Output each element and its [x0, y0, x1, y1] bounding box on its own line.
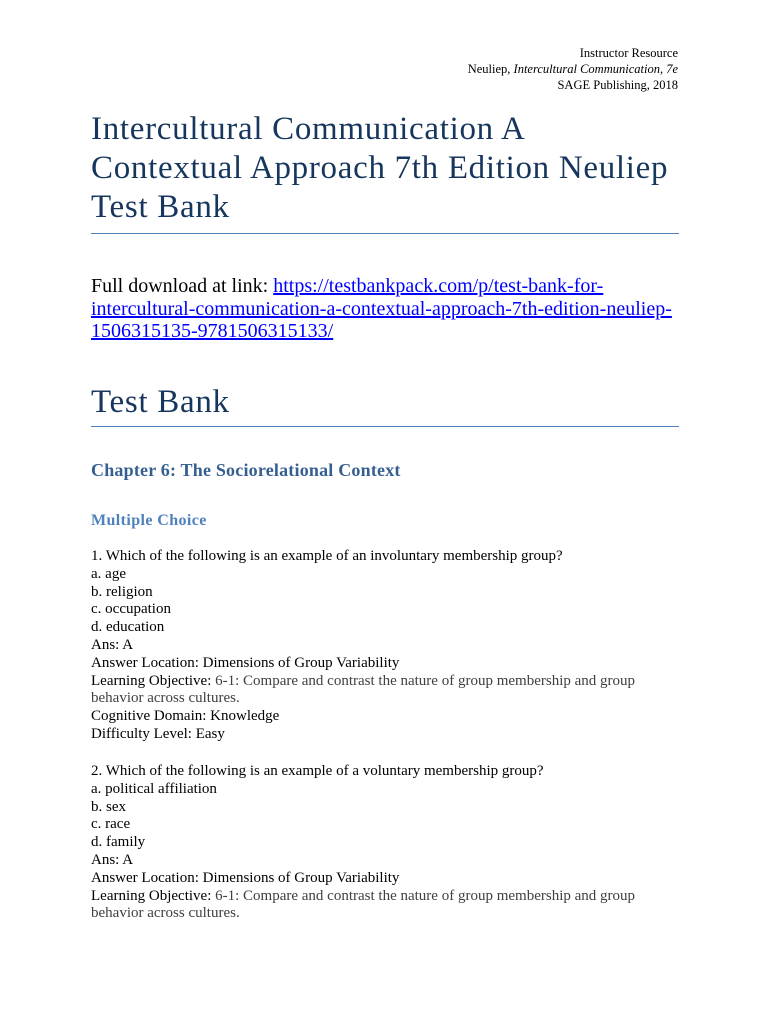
- download-paragraph: [91, 275, 691, 343]
- learning-objective-text: 6-1: Compare and contrast the nature of group membership and group: [215, 887, 636, 904]
- learning-objective-text: behavior across cultures.: [91, 905, 240, 922]
- answer-option: c. race: [91, 816, 131, 833]
- answer-option: a. political affiliation: [91, 780, 217, 797]
- download-link-line[interactable]: https://testbankpack.com/p/test-bank-for-: [273, 275, 604, 297]
- learning-objective: [91, 673, 679, 691]
- question-stem: 1. Which of the following is an example of an involuntary membership group?: [91, 548, 563, 564]
- document-title-line: Intercultural Communication A: [91, 111, 526, 147]
- answer-option: c. occupation: [91, 601, 171, 618]
- answer-option: a. age: [91, 565, 126, 582]
- download-link-line[interactable]: 1506315135-9781506315133/: [91, 320, 334, 343]
- question-2: [91, 763, 679, 923]
- answer-location: Answer Location: Dimensions of Group Variability: [91, 869, 400, 886]
- learning-objective-text: behavior across cultures.: [91, 690, 240, 707]
- question-stem: 2. Which of the following is an example of a voluntary membership group?: [91, 763, 544, 779]
- document-title-line: Test Bank: [91, 189, 230, 225]
- learning-objective-label: Learning Objective:: [91, 672, 212, 689]
- download-link-line[interactable]: intercultural-communication-a-contextual-approach-7th-edition-neuliep-: [91, 297, 672, 320]
- answer-location: Answer Location: Dimensions of Group Variability: [91, 654, 400, 671]
- answer-key: Ans: A: [91, 636, 134, 653]
- learning-objective: [91, 888, 679, 906]
- learning-objective-text: 6-1: Compare and contrast the nature of group membership and group: [215, 672, 636, 689]
- header-book-title: Intercultural Communication, 7e: [513, 62, 678, 76]
- header-citation: [468, 61, 678, 77]
- header-resource-label: Instructor Resource: [579, 46, 678, 60]
- subsection-heading: Multiple Choice: [91, 512, 207, 529]
- cognitive-domain: Cognitive Domain: Knowledge: [91, 708, 280, 725]
- running-header: [468, 45, 678, 93]
- answer-option: b. sex: [91, 798, 126, 815]
- question-1: [91, 548, 679, 744]
- header-publisher: SAGE Publishing, 2018: [557, 78, 678, 92]
- document-title: [91, 110, 679, 234]
- answer-key: Ans: A: [91, 851, 134, 868]
- learning-objective-label: Learning Objective:: [91, 887, 212, 904]
- answer-option: d. family: [91, 834, 146, 851]
- header-author: Neuliep,: [467, 62, 511, 76]
- chapter-heading: Chapter 6: The Sociorelational Context: [91, 460, 401, 480]
- download-label: Full download at link:: [91, 275, 269, 297]
- difficulty-level: Difficulty Level: Easy: [91, 725, 225, 742]
- answer-option: b. religion: [91, 583, 153, 600]
- answer-option: d. education: [91, 619, 165, 636]
- section-heading: Test Bank: [91, 383, 679, 427]
- document-title-line: Contextual Approach 7th Edition Neuliep: [91, 150, 669, 186]
